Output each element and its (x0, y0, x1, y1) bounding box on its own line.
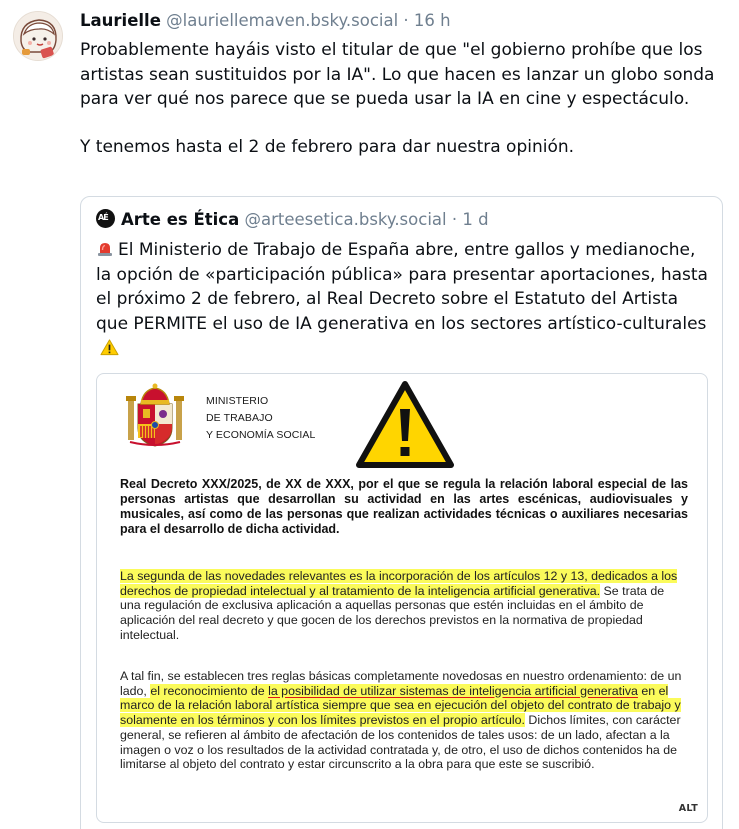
post-paragraph: Probablemente hayáis visto el titular de que "el gobierno prohíbe que los artistas sean sustituidos por la IA". Lo que hacen es lanzar un globo sonda para ver qué nos parece que se pueda usar la IA en cine y espectáculo. (80, 40, 715, 109)
author-name[interactable]: Laurielle (80, 11, 161, 30)
post-paragraph: Y tenemos hasta el 2 de febrero para dar nuestra opinión. (80, 136, 575, 157)
avatar-illustration-icon (14, 12, 63, 61)
document-image (97, 374, 708, 823)
warning-icon (355, 379, 455, 469)
highlighted-text: el reconocimiento de (150, 683, 269, 698)
quote-author-name[interactable]: Arte es Ética (121, 210, 240, 229)
post-body (80, 38, 720, 159)
attached-image[interactable] (96, 373, 708, 823)
document-paragraph: La segunda de las novedades relevantes es la incorporación de los artículos 12 y 13, dedicados a los derechos de propiedad intelectual y al tratamiento de la inteligencia artificial generativa. Se trata de una regulación de exclusiva aplicación a aquellas personas que estén incluidas en el ámbito de aplicación del real decreto y que gocen de los derechos previstos en la normativa de propiedad intelectual. (120, 569, 678, 642)
document-paragraph: A tal fin, se establecen tres reglas básicas completamente novedosas en nuestro ordenamiento: de un lado, el reconocimiento de la posibilidad de utilizar sistemas de inteligencia artificial generativa en el marco de la relación laboral artística siempre que sea en ejecución del objeto del contrato de trabajo y solamente en los términos y con los límites previstos en el propio artículo. Dichos límites, con carácter general, se refieren al ámbito de afectación de los contenidos de tales usos: de un lado, afectan a la imagen o voz o los resultados de la actividad contratada y, de otro, el uso de dichos contenidos ha de limitarse al objeto del contrato y estar circunscrito a la obra para que este se suscribió. (120, 669, 682, 772)
quote-header (96, 209, 489, 231)
highlighted-text: La segunda de las novedades relevantes es la incorporación de los artículos 12 y 13, dedicados a los derechos de propiedad intelectual y al tratamiento de la inteligencia artificial generativa. (120, 569, 678, 598)
separator-dot: · (403, 11, 409, 30)
underlined-text: la posibilidad de utilizar sistemas de inteligencia artificial generativa (268, 683, 638, 698)
alt-text-badge[interactable]: ALT (678, 803, 698, 814)
highlighted-text: en el marco de la relación laboral artística siempre que sea en ejecución del objeto del contrato de trabajo y solamente en los términos y con los límites previstos en el propio artículo. (120, 683, 681, 728)
rotating-light-icon (96, 241, 114, 257)
quoted-post[interactable] (80, 196, 723, 829)
decree-title: Real Decreto XXX/2025, de XX de XXX, por el que se regula la relación laboral especial de las personas artistas que desarrollan su actividad en las artes escénicas, audiovisuales y musicales, así como de las personas que realizan actividades técnicas o auxiliares necesarias para el desarrollo de dicha actividad. (120, 477, 688, 536)
author-handle[interactable]: @lauriellemaven.bsky.social (166, 11, 399, 30)
quote-author-avatar[interactable] (96, 209, 115, 228)
quote-text: El Ministerio de Trabajo de España abre, entre gallos y medianoche, la opción de «participación pública» para presentar aportaciones, hasta el próximo 2 de febrero, al Real Decreto sobre el Estatuto del Artista que PERMITE el uso de IA generativa en los sectores artístico-culturales (96, 240, 708, 334)
quote-timestamp[interactable]: 1 d (462, 210, 489, 229)
separator-dot: · (451, 210, 458, 229)
quote-body (96, 238, 711, 361)
author-avatar[interactable] (13, 11, 63, 61)
warning-icon (100, 338, 119, 356)
quote-author-handle[interactable]: @arteesetica.bsky.social (244, 210, 447, 229)
coat-of-arms-icon (125, 382, 185, 450)
post-header (80, 10, 451, 32)
post-timestamp[interactable]: 16 h (413, 11, 451, 30)
ministry-name: MINISTERIO DE TRABAJO Y ECONOMÍA SOCIAL (206, 395, 316, 441)
